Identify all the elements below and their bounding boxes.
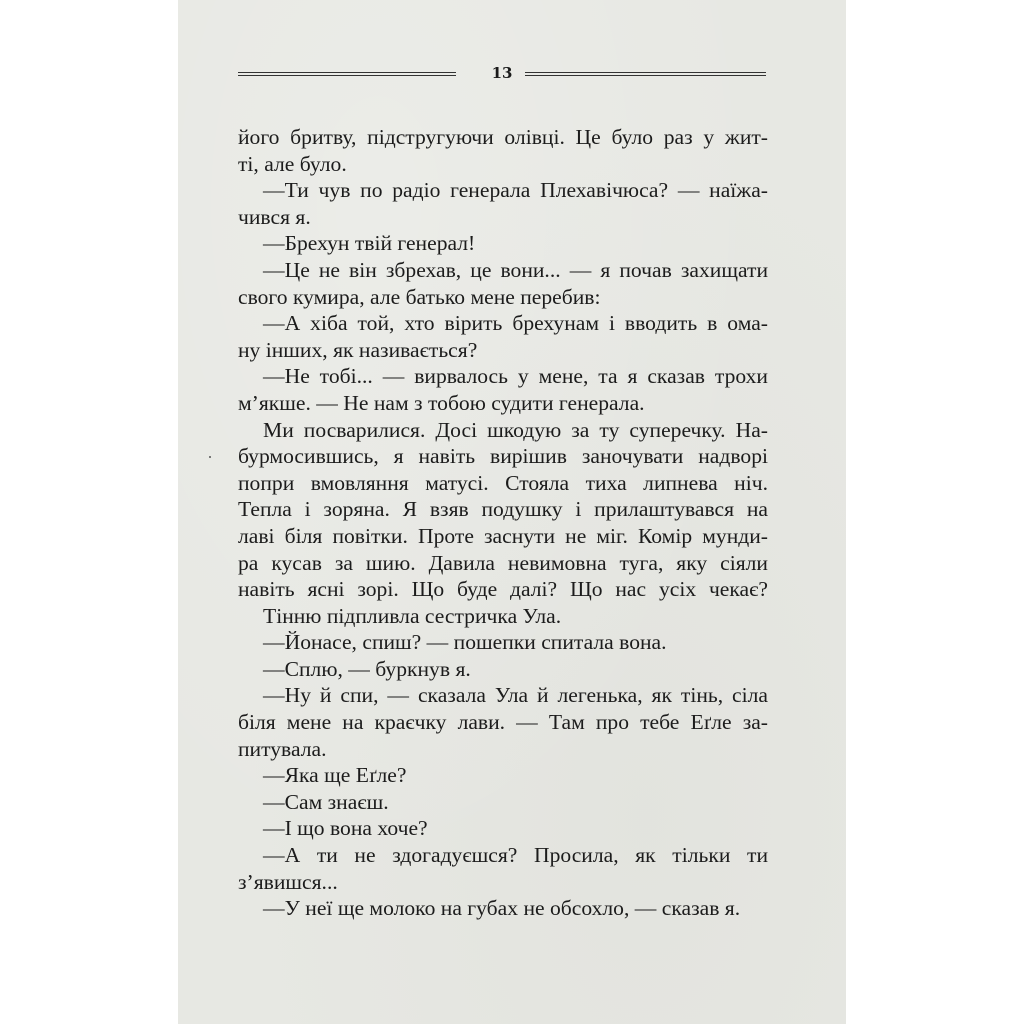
text-line: —Це не він збрехав, це вони... — я почав захищати xyxy=(263,257,768,282)
text-line: —Брехун твій генерал! xyxy=(263,231,476,256)
header-rule-right xyxy=(525,72,766,76)
text-line: —Яка ще Еґле? xyxy=(263,763,407,788)
text-line: —Сам знаєш. xyxy=(263,789,389,814)
text-line: попри вмовляння матусі. Стояла тиха липнева ніч. xyxy=(238,470,768,495)
text-line: з’явишся... xyxy=(238,869,338,894)
text-line: —А ти не здогадуєшся? Просила, як тільки ти xyxy=(263,843,768,868)
text-line: —Ти чув по радіо генерала Плехавічюса? — наїжа- xyxy=(263,178,768,203)
text-line: навіть ясні зорі. Що буде далі? Що нас усіх чекає? xyxy=(238,577,768,602)
text-line: —Йонасе, спиш? — пошепки спитала вона. xyxy=(263,630,667,655)
header-rule-left xyxy=(238,72,456,76)
text-line: його бритву, підстругуючи олівці. Це було раз у жит- xyxy=(238,125,768,149)
text-line: ті, але було. xyxy=(238,151,347,176)
text-line: чився я. xyxy=(238,204,311,229)
text-line: Ми посварилися. Досі шкодую за ту суперечку. На- xyxy=(263,417,768,442)
text-line: бурмосившись, я навіть вирішив заночувати надворі xyxy=(238,444,768,469)
text-line: лаві біля повітки. Проте заснути не міг. Комір мунди- xyxy=(238,523,768,548)
running-head xyxy=(238,66,766,84)
text-line: —І що вона хоче? xyxy=(263,816,428,841)
text-line: Тепла і зоряна. Я взяв подушку і прилаштувався на xyxy=(238,497,768,522)
text-line: —А хіба той, хто вірить брехунам і вводить в ома- xyxy=(263,311,768,336)
paper-speck xyxy=(209,456,211,458)
text-line: м’якше. — Не нам з тобою судити генерала. xyxy=(238,390,645,415)
text-line: питувала. xyxy=(238,736,327,761)
text-line: ра кусав за шию. Давила невимовна туга, яку сіяли xyxy=(238,550,768,575)
text-line: —Сплю, — буркнув я. xyxy=(263,656,471,681)
text-line: —У неї ще молоко на губах не обсохло, — сказав я. xyxy=(263,896,741,921)
text-line: —Не тобі... — вирвалось у мене, та я сказав трохи xyxy=(263,364,768,389)
page-number: 13 xyxy=(491,64,513,82)
text-line: Тінню підпливла сестричка Ула. xyxy=(263,603,562,628)
text-line: біля мене на краєчку лави. — Там про тебе Еґле за- xyxy=(238,710,768,735)
body-text xyxy=(238,124,768,922)
text-line: ну інших, як називається? xyxy=(238,337,478,362)
text-line: свого кумира, але батько мене перебив: xyxy=(238,284,601,309)
text-line: —Ну й спи, — сказала Ула й легенька, як тінь, сіла xyxy=(263,683,768,708)
